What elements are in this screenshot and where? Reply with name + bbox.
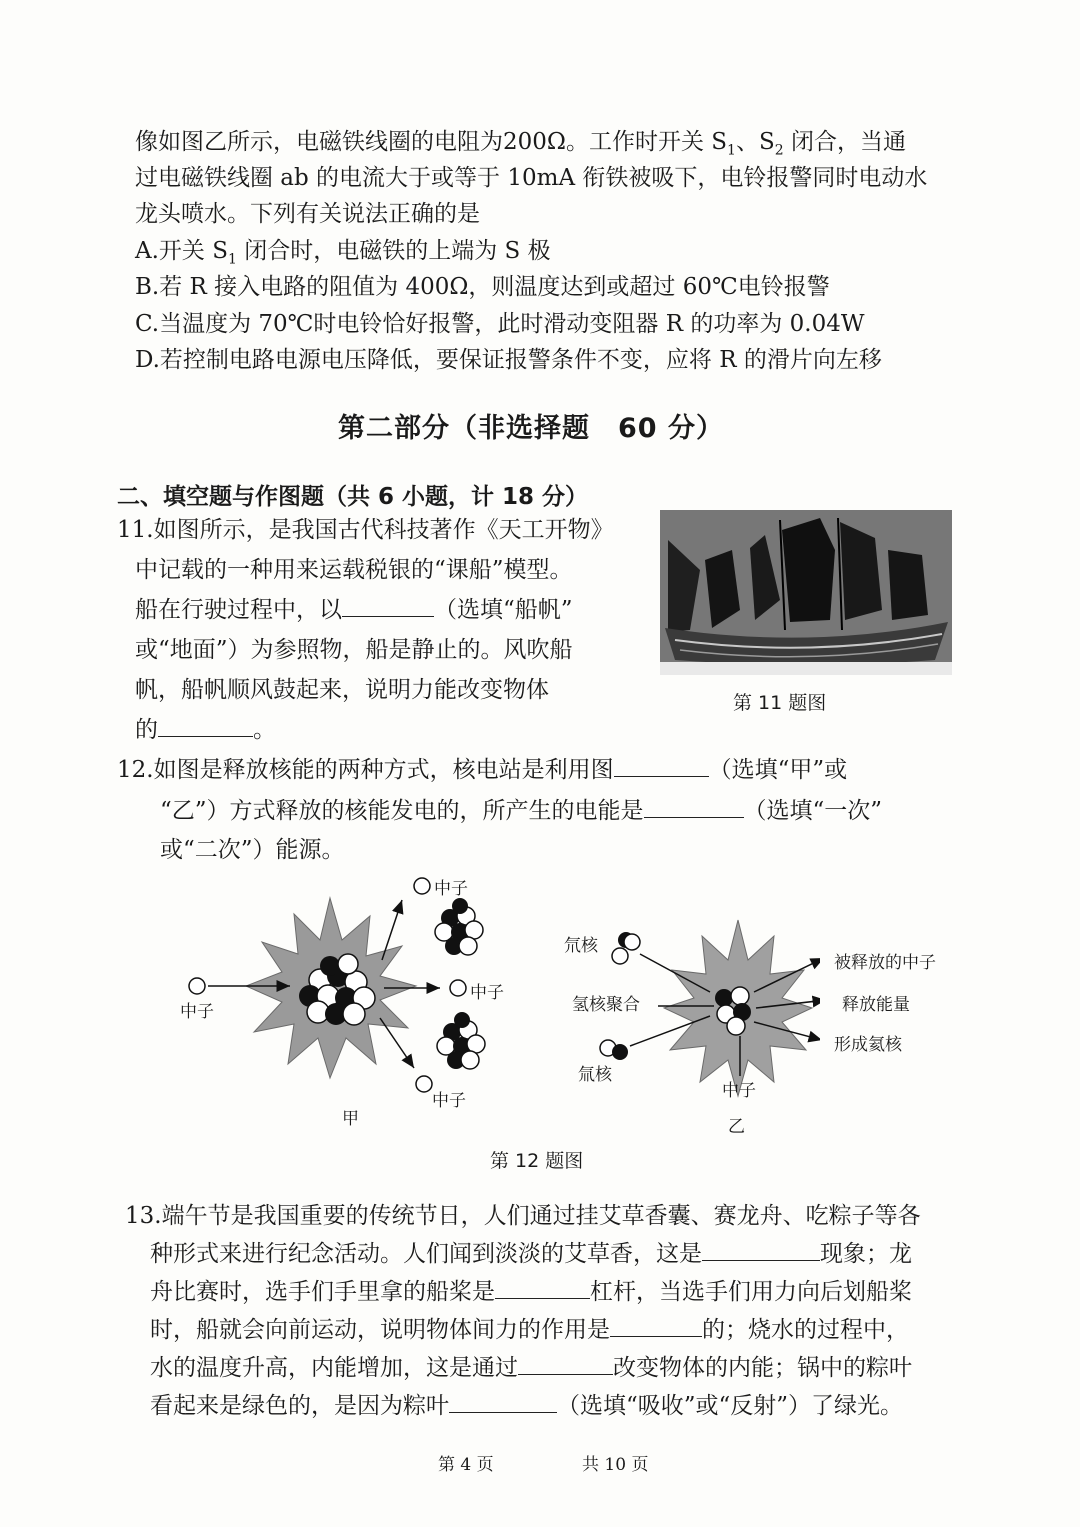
- ship-figure: [660, 510, 952, 675]
- bottom-neutron: [416, 1076, 432, 1092]
- q11-line-2: 中记载的一种用来运载税银的“课船”模型。: [135, 557, 573, 583]
- q13-blank-4[interactable]: [518, 1350, 613, 1375]
- fusion-name: 乙: [728, 1117, 745, 1137]
- q13-blank-5[interactable]: [449, 1388, 557, 1413]
- q13-blank-3[interactable]: [610, 1312, 702, 1337]
- deuterium-nucleus: [612, 932, 640, 964]
- section2-title: 二、填空题与作图题（共 6 小题，计 18 分）: [117, 484, 589, 510]
- q10-option-b: B.若 R 接入电路的阻值为 400Ω，则温度达到或超过 60℃电铃报警: [135, 274, 830, 300]
- page-total: 共 10 页: [582, 1455, 649, 1475]
- q10-line-1: 像如图乙所示，电磁铁线圈的电阻为200Ω。工作时开关 $S_1$、$S_2$ 闭合，当通: [135, 129, 906, 159]
- fusion-label-deuterium: 氘核: [564, 936, 598, 956]
- fusion-label-helium: 形成氦核: [834, 1035, 902, 1055]
- q12-line-3: 或“二次”）能源。: [160, 837, 345, 863]
- q10-option-a: A.开关 $S_1$ 闭合时，电磁铁的上端为 S 极: [135, 238, 551, 268]
- q11-line-4: 或“地面”）为参照物，船是静止的。风吹船: [135, 637, 573, 663]
- fragment-top: [435, 898, 483, 955]
- fusion-label-tritium: 氚核: [578, 1065, 612, 1085]
- q11-line-6: 的 。: [135, 712, 276, 748]
- q13-blank-2[interactable]: [495, 1274, 590, 1299]
- tritium-nucleus: [600, 1040, 628, 1060]
- q13-line-6: 看起来是绿色的，是因为粽叶 （选填“吸收”或“反射”）了绿光。: [150, 1388, 903, 1424]
- q12-blank-2[interactable]: [644, 793, 744, 818]
- top-neutron: [414, 878, 430, 894]
- q10-line-3: 龙头喷水。下列有关说法正确的是: [135, 201, 480, 227]
- q10-line-2: 过电磁铁线圈 ab 的电流大于或等于 10mA 衔铁被吸下，电铃报警同时电动水: [135, 165, 928, 191]
- incoming-neutron: [189, 978, 205, 994]
- q12-caption: 第 12 题图: [490, 1150, 584, 1172]
- fusion-label-released-neutron: 被释放的中子: [834, 953, 936, 973]
- q10-option-c: C.当温度为 70℃时电铃恰好报警，此时滑动变阻器 R 的功率为 0.04W: [135, 311, 865, 337]
- fusion-label-energy: 释放能量: [842, 995, 910, 1015]
- q13-blank-1[interactable]: [702, 1236, 820, 1261]
- q10-option-d: D.若控制电路电源电压降低，要保证报警条件不变，应将 R 的滑片向左移: [135, 347, 882, 373]
- fission-label-bottom: 中子: [432, 1091, 466, 1111]
- q11-line-3: 船在行驶过程中，以 （选填“船帆”: [135, 592, 573, 628]
- q12-blank-1[interactable]: [614, 752, 709, 777]
- part2-title: 第二部分（非选择题 60 分）: [338, 413, 724, 444]
- q13-line-3: 舟比赛时，选手们手里拿的船桨是 杠杆，当选手们用力向后划船桨: [150, 1274, 912, 1310]
- q12-line-1: 12.如图是释放核能的两种方式，核电站是利用图 （选填“甲”或: [117, 752, 847, 788]
- fission-label-mid: 中子: [470, 983, 504, 1003]
- fragment-bottom: [437, 1012, 485, 1069]
- q11-blank-1[interactable]: [342, 592, 434, 617]
- q11-line-5: 帆，船帆顺风鼓起来，说明力能改变物体: [135, 677, 549, 703]
- ship-image: [660, 510, 952, 675]
- fission-name: 甲: [342, 1109, 359, 1129]
- q13-line-4: 时，船就会向前运动，说明物体间力的作用是 的；烧水的过程中，: [150, 1312, 909, 1348]
- mid-neutron: [450, 980, 466, 996]
- q11-blank-2[interactable]: [158, 712, 253, 737]
- fusion-label-fusion: 氢核聚合: [572, 995, 640, 1015]
- q13-line-5: 水的温度升高，内能增加，这是通过 改变物体的内能；锅中的粽叶: [150, 1350, 912, 1386]
- q12-line-2: “乙”）方式释放的核能发电的，所产生的电能是 （选填“一次”: [160, 793, 882, 829]
- q13-line-1: 13.端午节是我国重要的传统节日，人们通过挂艾草香囊、赛龙舟、吃粽子等各: [125, 1203, 921, 1229]
- page-number: 第 4 页: [438, 1455, 494, 1475]
- q11-line-1: 11.如图所示，是我国古代科技著作《天工开物》: [117, 517, 614, 543]
- fusion-label-neutron: 中子: [722, 1081, 756, 1101]
- q13-line-2: 种形式来进行纪念活动。人们闻到淡淡的艾草香，这是 现象；龙: [150, 1236, 912, 1272]
- q11-caption: 第 11 题图: [733, 692, 827, 714]
- fission-label-top: 中子: [434, 879, 468, 899]
- fission-label-incoming: 中子: [180, 1002, 214, 1022]
